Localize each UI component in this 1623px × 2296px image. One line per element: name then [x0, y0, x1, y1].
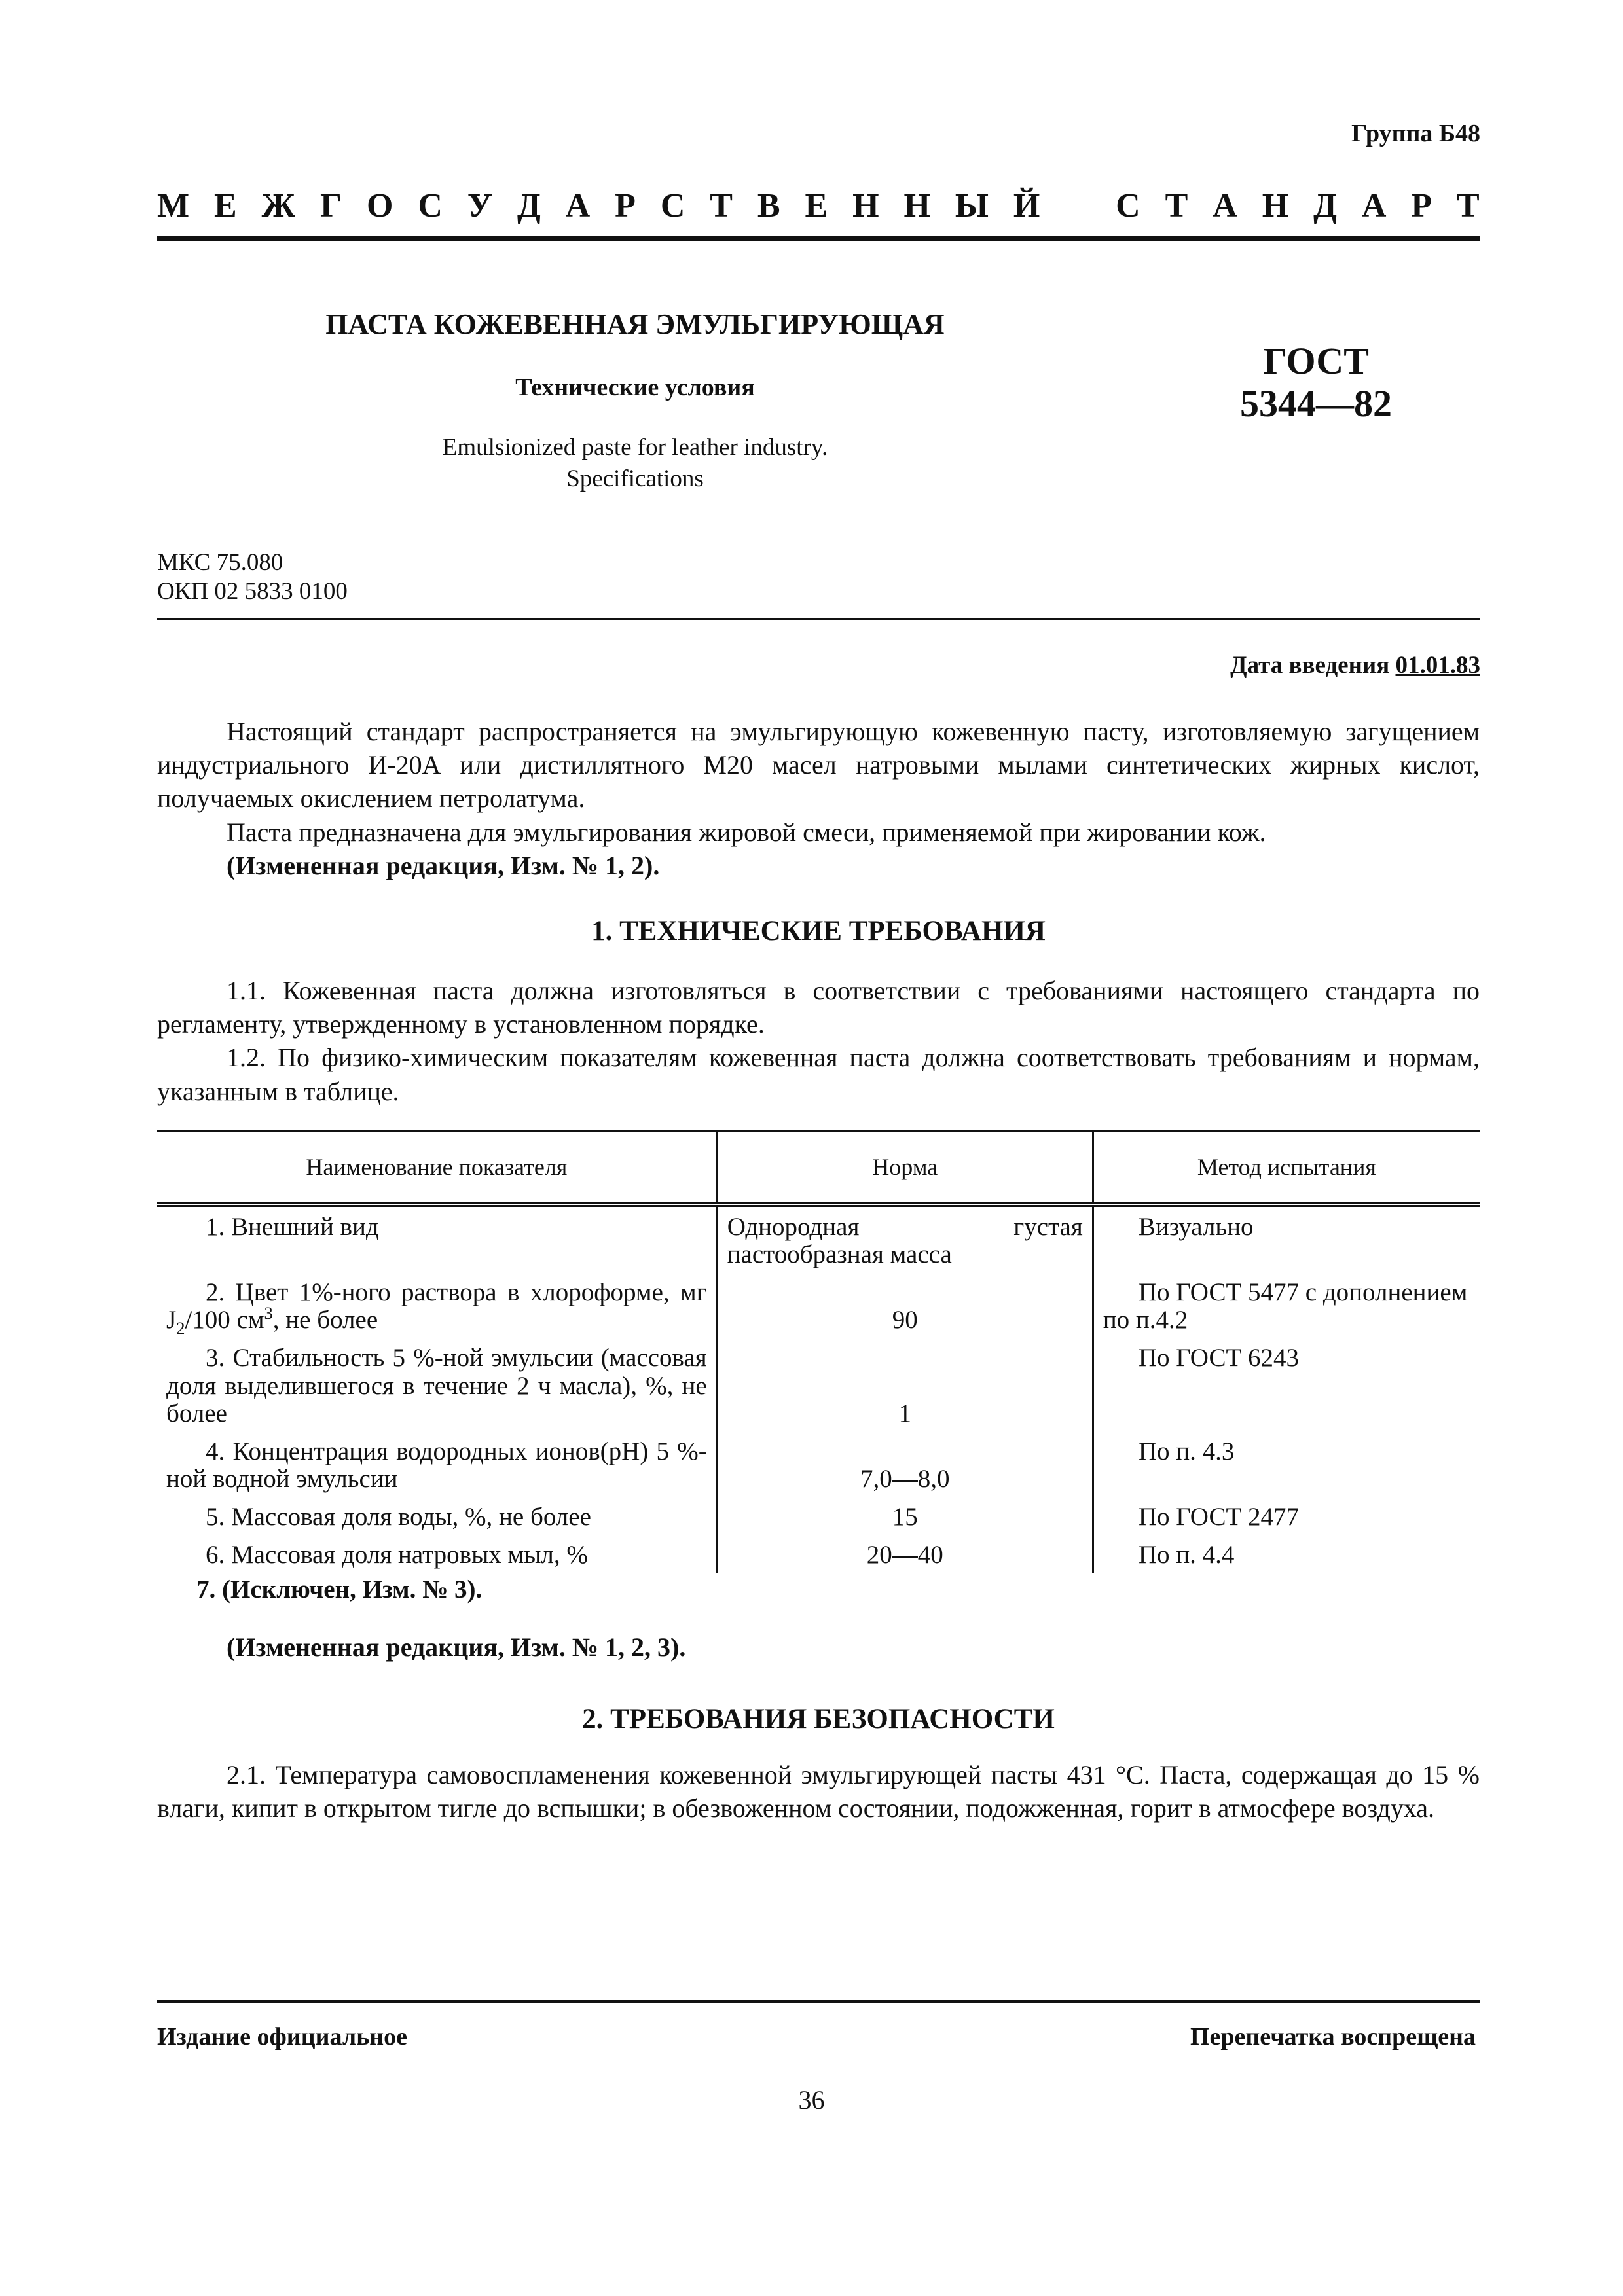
english-title — [157, 432, 1113, 495]
indicators-table — [157, 1130, 1480, 1573]
banner-letter: Д — [1313, 187, 1337, 224]
banner-letter: М — [157, 187, 190, 224]
clause-1-2: 1.2. По физико-химическим показателям кожевенная паста должна соответствовать требованиям и нормам, указанным в таблице. — [157, 1043, 1480, 1106]
intro-text — [157, 715, 1480, 882]
banner-letter: А — [565, 187, 591, 224]
header-norm: Норма — [717, 1131, 1093, 1204]
codes-rule — [157, 618, 1480, 620]
standard-banner — [157, 187, 1480, 225]
norm-value: 7,0—8,0 — [717, 1431, 1093, 1497]
indicator-name: 2. Цвет 1%-ного раствора в хлороформе, мг $J_2/100$ $см^3$, не более — [166, 1278, 707, 1338]
norm-value: 1 — [717, 1338, 1093, 1431]
banner-letter: Н — [1262, 187, 1289, 224]
clause-2-1: 2.1. Температура самовоспламенения кожевенной эмульгирующей пасты 431 °С. Паста, содержащая до 15 % влаги, кипит в открытом тигле до вспышки; в обезвоженном состоянии, подожженная, горит в атмосфере воздуха. — [157, 1760, 1480, 1823]
banner-letter: У — [467, 187, 493, 224]
indicator-name: 1. Внешний вид — [206, 1213, 379, 1241]
page-number: 36 — [798, 2085, 825, 2115]
banner-letter: А — [1213, 187, 1237, 224]
clause-1-1: 1.1. Кожевенная паста должна изготовляться в соответствии с требованиями настоящего стандарта по регламенту, утвержденному в установленном порядке. — [157, 976, 1480, 1039]
banner-letter: Р — [615, 187, 636, 224]
english-title-line1: Emulsionized paste for leather industry. — [442, 434, 828, 461]
mks-code: МКС 75.080 — [157, 549, 283, 576]
banner-letter: Н — [852, 187, 879, 224]
banner-letter: Д — [517, 187, 541, 224]
table-row — [157, 1204, 1480, 1272]
section-1-heading: 1. ТЕХНИЧЕСКИЕ ТРЕБОВАНИЯ — [591, 916, 1046, 946]
banner-letter: С — [418, 187, 443, 224]
table-row — [157, 1431, 1480, 1497]
row-7-excluded: 7. (Исключен, Изм. № 3). — [196, 1575, 483, 1604]
banner-letter: В — [757, 187, 780, 224]
effective-date-value: 01.01.83 — [1395, 652, 1480, 679]
banner-letter: Н — [903, 187, 930, 224]
table-amendment: (Измененная редакция, Изм. № 1, 2, 3). — [227, 1632, 686, 1662]
norm-value: Однородная густая пастообразная масса — [717, 1204, 1093, 1272]
english-title-line2: Specifications — [566, 465, 704, 493]
table-header-row — [157, 1131, 1480, 1204]
test-method: По ГОСТ 6243 — [1138, 1344, 1300, 1372]
indicator-name: 6. Массовая доля натровых мыл, % — [206, 1541, 588, 1570]
table-row — [157, 1535, 1480, 1573]
banner-letter: Е — [214, 187, 237, 224]
banner-letter: С — [1116, 187, 1140, 224]
header-indicator: Наименование показателя — [157, 1131, 717, 1204]
banner-letter: Т — [710, 187, 733, 224]
reprint-prohibited: Перепечатка воспрещена — [1190, 2023, 1476, 2051]
gost-label: ГОСТ — [1263, 340, 1369, 382]
test-method: Визуально — [1138, 1213, 1254, 1241]
table-row — [157, 1338, 1480, 1431]
section-2-heading: 2. ТРЕБОВАНИЯ БЕЗОПАСНОСТИ — [582, 1704, 1055, 1734]
indicator-name: 4. Концентрация водородных ионов(рН) 5 %-ной водной эмульсии — [166, 1437, 707, 1493]
section-1-text — [157, 974, 1480, 1108]
intro-paragraph-1: Настоящий стандарт распространяется на эмульгирующую кожевенную пасту, изготовляемую загущением индустриального И-20А или дистиллятного М20 масел натровыми мылами синтетических жирных кислот, получаемых окислением петролатума. — [157, 717, 1480, 814]
test-method: По п. 4.3 — [1138, 1437, 1235, 1465]
norm-value: 20—40 — [717, 1535, 1093, 1573]
table-row — [157, 1272, 1480, 1338]
effective-date-label: Дата введения — [1230, 652, 1390, 679]
banner-letter: Т — [1165, 187, 1188, 224]
banner-letter: Ж — [261, 187, 296, 224]
footer-rule — [157, 2000, 1480, 2003]
header-rule — [157, 236, 1480, 241]
table-row — [157, 1497, 1480, 1535]
banner-gap — [1065, 187, 1091, 225]
indicator-name: 3. Стабильность 5 %-ной эмульсии (массовая доля выделившегося в течение 2 ч масла), %, не более — [166, 1344, 707, 1427]
banner-letter: Е — [805, 187, 828, 224]
header-method: Метод испытания — [1093, 1131, 1480, 1204]
banner-letter: Т — [1456, 187, 1480, 224]
banner-letter: Й — [1013, 187, 1040, 224]
official-edition: Издание официальное — [157, 2023, 408, 2051]
intro-amendment: (Измененная редакция, Изм. № 1, 2). — [227, 850, 660, 880]
test-method: По ГОСТ 2477 — [1138, 1502, 1300, 1531]
gost-designation — [1165, 340, 1467, 425]
banner-letter: А — [1361, 187, 1387, 224]
banner-letter: О — [366, 187, 393, 224]
intro-paragraph-2: Паста предназначена для эмульгирования жировой смеси, применяемой при жировании кож. — [227, 817, 1266, 847]
norm-value: 15 — [717, 1497, 1093, 1535]
gost-number: 5344—82 — [1240, 382, 1392, 425]
banner-letter: Г — [319, 187, 342, 224]
test-method: По п. 4.4 — [1138, 1541, 1235, 1570]
banner-letter: С — [660, 187, 685, 224]
document-subtitle: Технические условия — [515, 374, 755, 401]
section-2-text — [157, 1758, 1480, 1825]
document-title: ПАСТА КОЖЕВЕННАЯ ЭМУЛЬГИРУЮЩАЯ — [325, 308, 945, 340]
banner-letter: Ы — [955, 187, 989, 224]
okp-code: ОКП 02 5833 0100 — [157, 577, 348, 605]
indicator-name: 5. Массовая доля воды, %, не более — [206, 1502, 591, 1531]
test-method: По ГОСТ 5477 с дополнением по п.4.2 — [1103, 1278, 1468, 1335]
effective-date — [1230, 651, 1480, 679]
classification-codes — [157, 548, 348, 605]
banner-letter: Р — [1411, 187, 1432, 224]
norm-value: 90 — [717, 1272, 1093, 1338]
group-code: Группа Б48 — [1351, 120, 1480, 147]
